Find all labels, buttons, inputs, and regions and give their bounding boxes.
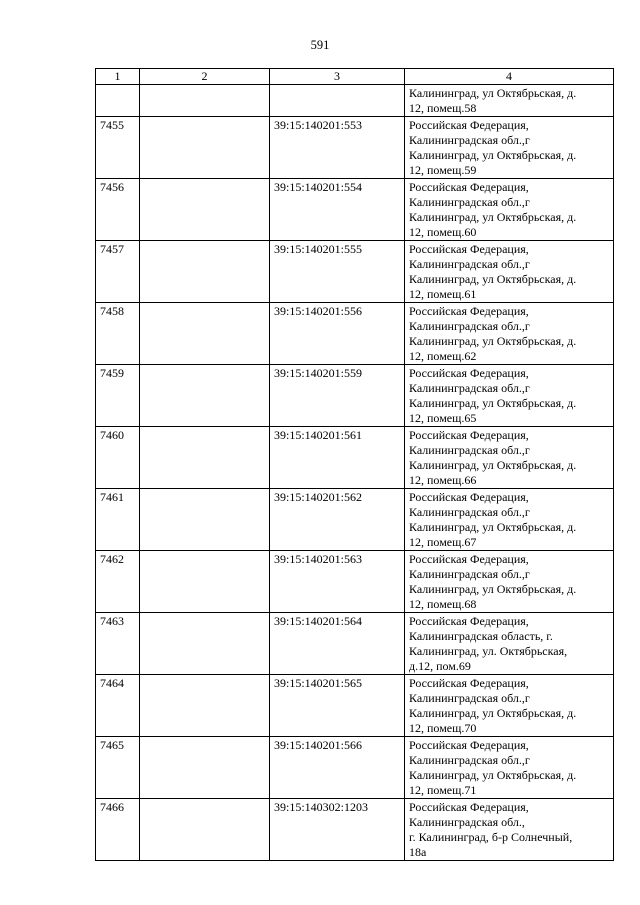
address-line: 12, помещ.67 — [409, 535, 477, 549]
table-row — [96, 365, 614, 427]
address-line: 12, помещ.60 — [409, 225, 477, 239]
table-row — [96, 303, 614, 365]
column-header-3: 3 — [270, 69, 405, 85]
address-line: Калининградская обл.,г — [409, 443, 530, 457]
row-number-cell: 7462 — [96, 551, 140, 613]
address-line: 12, помещ.68 — [409, 597, 477, 611]
address-line: 12, помещ.59 — [409, 163, 477, 177]
address-line: 12, помещ.66 — [409, 473, 477, 487]
cadastral-number-cell: 39:15:140201:566 — [270, 737, 405, 799]
row-number-cell: 7455 — [96, 117, 140, 179]
address-line: Российская Федерация, — [409, 614, 529, 628]
address-line: Российская Федерация, — [409, 366, 529, 380]
address-cell — [405, 799, 614, 861]
address-line: 12, помещ.70 — [409, 721, 477, 735]
address-line: Российская Федерация, — [409, 304, 529, 318]
column-2-cell — [140, 117, 270, 179]
address-line: Калининград, ул. Октябрьская, — [409, 644, 568, 658]
column-2-cell — [140, 551, 270, 613]
table-row — [96, 427, 614, 489]
table-row — [96, 489, 614, 551]
address-line: Российская Федерация, — [409, 118, 529, 132]
address-line: Калининград, ул Октябрьская, д. — [409, 520, 577, 534]
address-cell — [405, 365, 614, 427]
cadastral-number-cell: 39:15:140201:561 — [270, 427, 405, 489]
address-line: 12, помещ.65 — [409, 411, 477, 425]
address-line: Российская Федерация, — [409, 242, 529, 256]
column-2-cell — [140, 737, 270, 799]
address-cell — [405, 117, 614, 179]
column-2-cell — [140, 489, 270, 551]
table-row — [96, 241, 614, 303]
cadastral-number-cell: 39:15:140201:563 — [270, 551, 405, 613]
column-2-cell — [140, 675, 270, 737]
address-line: Калининград, ул Октябрьская, д. — [409, 210, 577, 224]
address-cell — [405, 427, 614, 489]
column-2-cell — [140, 427, 270, 489]
row-number-cell: 7460 — [96, 427, 140, 489]
table-row — [96, 179, 614, 241]
page-number: 591 — [310, 38, 330, 52]
cadastral-number-cell: 39:15:140201:564 — [270, 613, 405, 675]
address-line: Российская Федерация, — [409, 180, 529, 194]
address-cell — [405, 303, 614, 365]
column-2-cell — [140, 799, 270, 861]
column-2-cell — [140, 179, 270, 241]
table-row — [96, 675, 614, 737]
address-cell — [405, 85, 614, 117]
address-cell — [405, 675, 614, 737]
address-line: 12, помещ.58 — [409, 101, 477, 115]
address-line: д.12, пом.69 — [409, 659, 471, 673]
address-cell — [405, 737, 614, 799]
table-row — [96, 117, 614, 179]
address-line: Калининградская обл.,г — [409, 691, 530, 705]
address-line: Калининград, ул Октябрьская, д. — [409, 272, 577, 286]
address-line: Российская Федерация, — [409, 676, 529, 690]
row-number-cell: 7466 — [96, 799, 140, 861]
address-line: 12, помещ.62 — [409, 349, 477, 363]
cadastral-number-cell: 39:15:140201:559 — [270, 365, 405, 427]
cadastral-number-cell: 39:15:140201:553 — [270, 117, 405, 179]
column-2-cell — [140, 613, 270, 675]
row-number-cell — [96, 85, 140, 117]
cadastral-number-cell: 39:15:140201:562 — [270, 489, 405, 551]
address-line: Калининград, ул Октябрьская, д. — [409, 334, 577, 348]
column-2-cell — [140, 365, 270, 427]
table-row — [96, 551, 614, 613]
registry-table — [95, 68, 614, 861]
address-line: Калининградская обл.,г — [409, 753, 530, 767]
column-2-cell — [140, 241, 270, 303]
address-line: Калининградская обл.,г — [409, 319, 530, 333]
row-number-cell: 7456 — [96, 179, 140, 241]
cadastral-number-cell: 39:15:140302:1203 — [270, 799, 405, 861]
row-number-cell: 7461 — [96, 489, 140, 551]
address-line: Российская Федерация, — [409, 800, 529, 814]
address-line: Калининградская обл., — [409, 815, 525, 829]
address-line: 12, помещ.71 — [409, 783, 477, 797]
cadastral-number-cell: 39:15:140201:556 — [270, 303, 405, 365]
address-line: Калининград, ул Октябрьская, д. — [409, 148, 577, 162]
cadastral-number-cell: 39:15:140201:554 — [270, 179, 405, 241]
address-line: Калининград, ул Октябрьская, д. — [409, 86, 577, 100]
address-cell — [405, 551, 614, 613]
address-cell — [405, 613, 614, 675]
column-header-2: 2 — [140, 69, 270, 85]
address-line: Российская Федерация, — [409, 738, 529, 752]
address-line: Калининград, ул Октябрьская, д. — [409, 458, 577, 472]
cadastral-number-cell: 39:15:140201:555 — [270, 241, 405, 303]
address-line: Калининградская обл.,г — [409, 195, 530, 209]
row-number-cell: 7463 — [96, 613, 140, 675]
table-row — [96, 613, 614, 675]
row-number-cell: 7459 — [96, 365, 140, 427]
address-line: Калининградская обл.,г — [409, 505, 530, 519]
row-number-cell: 7457 — [96, 241, 140, 303]
address-line: Российская Федерация, — [409, 552, 529, 566]
address-line: Российская Федерация, — [409, 428, 529, 442]
address-line: Калининградская обл.,г — [409, 257, 530, 271]
row-number-cell: 7464 — [96, 675, 140, 737]
column-2-cell — [140, 303, 270, 365]
address-cell — [405, 489, 614, 551]
address-cell — [405, 179, 614, 241]
address-line: г. Калининград, б-р Солнечный, — [409, 830, 573, 844]
address-line: 18а — [409, 845, 427, 859]
table-row — [96, 799, 614, 861]
address-line: Калининград, ул Октябрьская, д. — [409, 396, 577, 410]
row-number-cell: 7465 — [96, 737, 140, 799]
column-header-1: 1 — [96, 69, 140, 85]
address-line: Калининград, ул Октябрьская, д. — [409, 768, 577, 782]
address-line: Калининградская обл.,г — [409, 567, 530, 581]
column-2-cell — [140, 85, 270, 117]
address-line: Калининград, ул Октябрьская, д. — [409, 582, 577, 596]
address-line: Калининградская обл.,г — [409, 133, 530, 147]
address-cell — [405, 241, 614, 303]
row-number-cell: 7458 — [96, 303, 140, 365]
address-line: Калининградская обл.,г — [409, 381, 530, 395]
column-header-4: 4 — [405, 69, 614, 85]
address-line: 12, помещ.61 — [409, 287, 477, 301]
table-row — [96, 737, 614, 799]
address-line: Российская Федерация, — [409, 490, 529, 504]
header-row — [96, 69, 614, 85]
address-line: Калининград, ул Октябрьская, д. — [409, 706, 577, 720]
cadastral-number-cell — [270, 85, 405, 117]
address-line: Калининградская область, г. — [409, 629, 553, 643]
table-row — [96, 85, 614, 117]
cadastral-number-cell: 39:15:140201:565 — [270, 675, 405, 737]
